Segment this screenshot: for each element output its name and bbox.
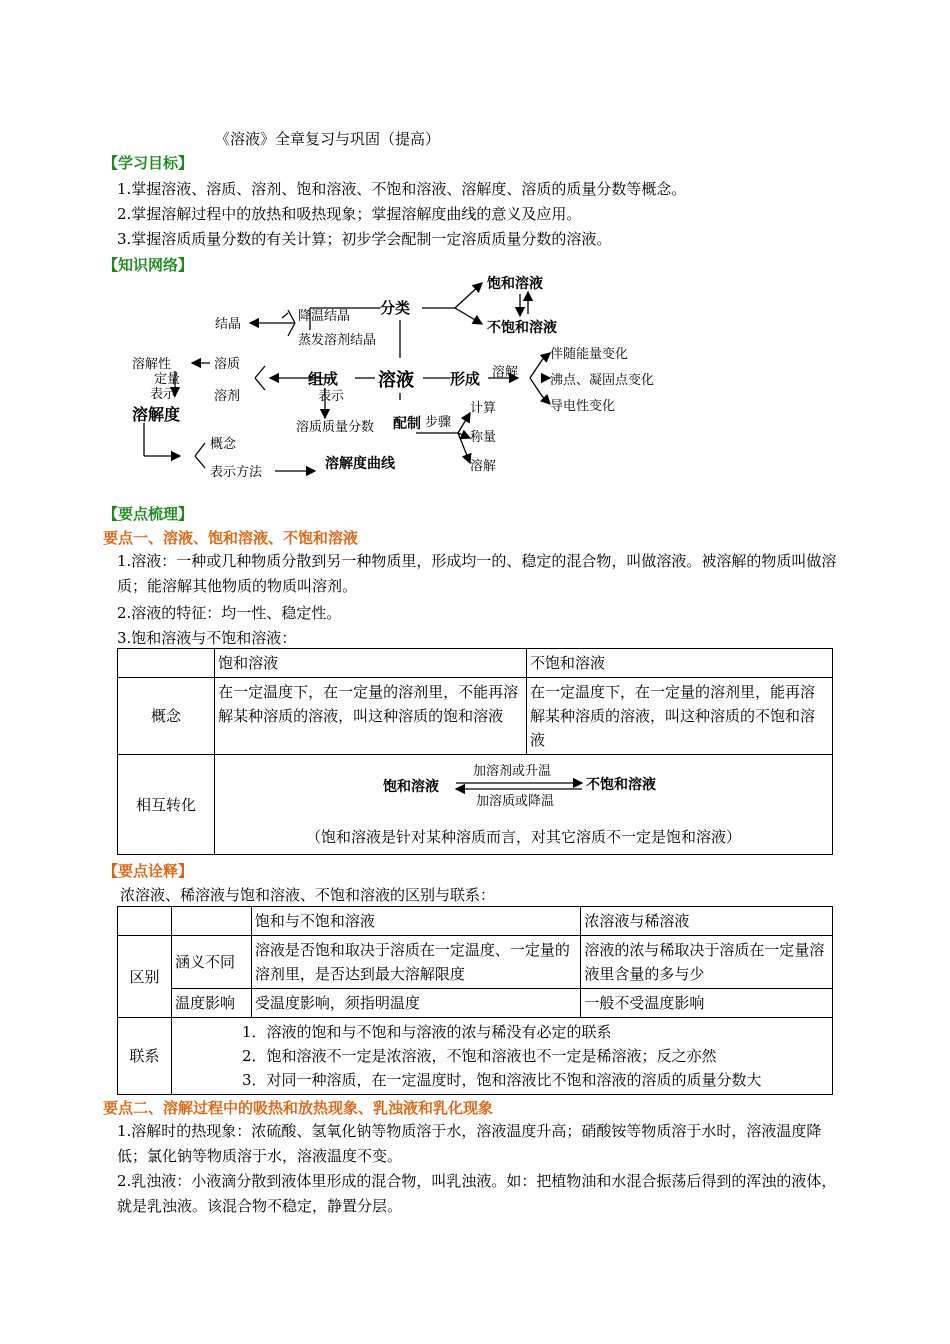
node-solution-center: 溶液 [378, 370, 414, 391]
node-unsaturated: 不饱和溶液 [487, 320, 557, 336]
conversion-note: （饱和溶液是针对某种溶质而言，对其它溶质不一定是饱和溶液） [306, 828, 742, 846]
goals-header: 【学习目标】 [103, 154, 194, 172]
conv-bottom-label: 加溶质或降温 [476, 794, 555, 809]
node-express: 表示 [150, 387, 177, 402]
explain-intro: 浓溶液、稀溶液与饱和溶液、不饱和溶液的区别与联系： [120, 886, 496, 904]
node-boil: 沸点、凝固点变化 [550, 373, 655, 388]
meaning-concentration: 溶液的浓与稀取决于溶质在一定量溶液里含量的多与少 [581, 936, 833, 989]
node-prepare: 配制 [393, 416, 421, 432]
node-quant: 定量 [154, 372, 181, 387]
node-evap-crystal: 蒸发溶剂结晶 [298, 333, 377, 348]
node-weigh: 称量 [470, 430, 497, 445]
col-unsaturated: 不饱和溶液 [527, 649, 833, 678]
node-energy: 伴随能量变化 [550, 347, 629, 362]
col-concentration: 浓溶液与稀溶液 [581, 907, 833, 936]
goal-item: 2.掌握溶解过程中的放热和吸热现象；掌握溶解度曲线的意义及应用。 [117, 205, 582, 223]
node-dissolve: 溶解 [492, 365, 519, 380]
conversion-cell [215, 755, 833, 855]
explain-header: 【要点诠释】 [103, 862, 194, 880]
point2-para1: 1.溶解时的热现象：浓硫酸、氢氧化钠等物质溶于水，溶液温度升高；硝酸铵等物质溶于水时，溶液温度降低；氯化钠等物质溶于水，溶液温度不变。 [117, 1122, 822, 1165]
node-crystal: 结晶 [215, 317, 242, 332]
conversion-diagram [218, 757, 818, 817]
saturation-table [117, 648, 833, 855]
node-steps: 步骤 [425, 415, 452, 430]
node-solute: 溶质 [214, 357, 241, 372]
node-conduct: 导电性变化 [550, 399, 616, 414]
node-mass-fraction: 溶质质量分数 [296, 420, 375, 435]
node-classify: 分类 [380, 299, 411, 317]
link-item: 2．饱和溶液不一定是浓溶液，不饱和溶液也不一定是稀溶液；反之亦然 [241, 1047, 717, 1065]
conv-left: 饱和溶液 [383, 779, 440, 795]
node-curve: 溶解度曲线 [325, 456, 395, 472]
node-concept: 概念 [210, 437, 237, 452]
row-conversion-label: 相互转化 [118, 755, 215, 855]
node-compose: 组成 [308, 370, 339, 388]
col-saturation: 饱和与不饱和溶液 [251, 907, 581, 936]
node-express2: 表示 [318, 389, 345, 404]
node-solubility-property: 溶解性 [132, 357, 172, 372]
temp-label: 温度影响 [171, 989, 251, 1018]
temp-saturation: 受温度影响，须指明温度 [251, 989, 581, 1018]
conv-top-label: 加溶剂或升温 [473, 764, 552, 779]
conv-right: 不饱和溶液 [586, 777, 657, 793]
point1-title: 要点一、溶液、饱和溶液、不饱和溶液 [103, 529, 359, 547]
point2-title: 要点二、溶解过程中的吸热和放热现象、乳浊液和乳化现象 [103, 1099, 494, 1117]
link-label: 联系 [118, 1018, 172, 1095]
link-item: 1．溶液的饱和与不饱和与溶液的浓与稀没有必定的联系 [241, 1023, 612, 1041]
node-calc: 计算 [470, 401, 497, 416]
node-cool-crystal: 降温结晶 [298, 309, 351, 324]
meaning-saturation: 溶液是否饱和取决于溶质在一定温度、一定量的溶剂里，是否达到最大溶解限度 [251, 936, 581, 989]
row-concept-label: 概念 [118, 678, 215, 755]
temp-concentration: 一般不受温度影响 [581, 989, 833, 1018]
network-header: 【知识网络】 [103, 256, 194, 274]
node-solubility: 溶解度 [132, 405, 181, 424]
goal-item: 3.掌握溶质质量分数的有关计算；初步学会配制一定溶质质量分数的溶液。 [117, 230, 612, 248]
col-saturated: 饱和溶液 [215, 649, 527, 678]
points-header: 【要点梳理】 [103, 505, 194, 523]
knowledge-network-diagram [110, 268, 690, 493]
goal-item: 1.掌握溶液、溶质、溶剂、饱和溶液、不饱和溶液、溶解度、溶质的质量分数等概念。 [117, 180, 687, 198]
node-saturated: 饱和溶液 [487, 276, 543, 292]
concentration-table [117, 906, 833, 1095]
point1-para3: 3.饱和溶液与不饱和溶液： [117, 629, 297, 647]
node-form: 形成 [450, 370, 481, 388]
concept-unsaturated: 在一定温度下，在一定量的溶剂里，能再溶解某种溶质的溶液，叫这种溶质的不饱和溶液 [527, 678, 833, 755]
node-solvent: 溶剂 [214, 389, 241, 404]
link-cell [171, 1018, 832, 1095]
concept-saturated: 在一定温度下，在一定量的溶剂里，不能再溶解某种溶质的溶液，叫这种溶质的饱和溶液 [215, 678, 527, 755]
node-dissolve2: 溶解 [470, 459, 497, 474]
diff-label: 区别 [118, 936, 172, 1018]
node-method: 表示方法 [210, 465, 263, 480]
link-item: 3．对同一种溶质，在一定温度时，饱和溶液比不饱和溶液的溶质的质量分数大 [241, 1071, 762, 1089]
point1-para1: 1.溶液：一种或几种物质分散到另一种物质里，形成均一的、稳定的混合物，叫做溶液。被溶解的物质叫做溶质；能溶解其他物质的物质叫溶剂。 [117, 552, 837, 595]
point2-para2: 2.乳浊液：小液滴分散到液体里形成的混合物，叫乳浊液。如：把植物油和水混合振荡后得到的浑浊的液体，就是乳浊液。该混合物不稳定，静置分层。 [117, 1172, 837, 1215]
page-title: 《溶液》全章复习与巩固（提高） [215, 130, 441, 148]
point1-para2: 2.溶液的特征：均一性、稳定性。 [117, 604, 342, 622]
meaning-label: 涵义不同 [171, 936, 251, 989]
